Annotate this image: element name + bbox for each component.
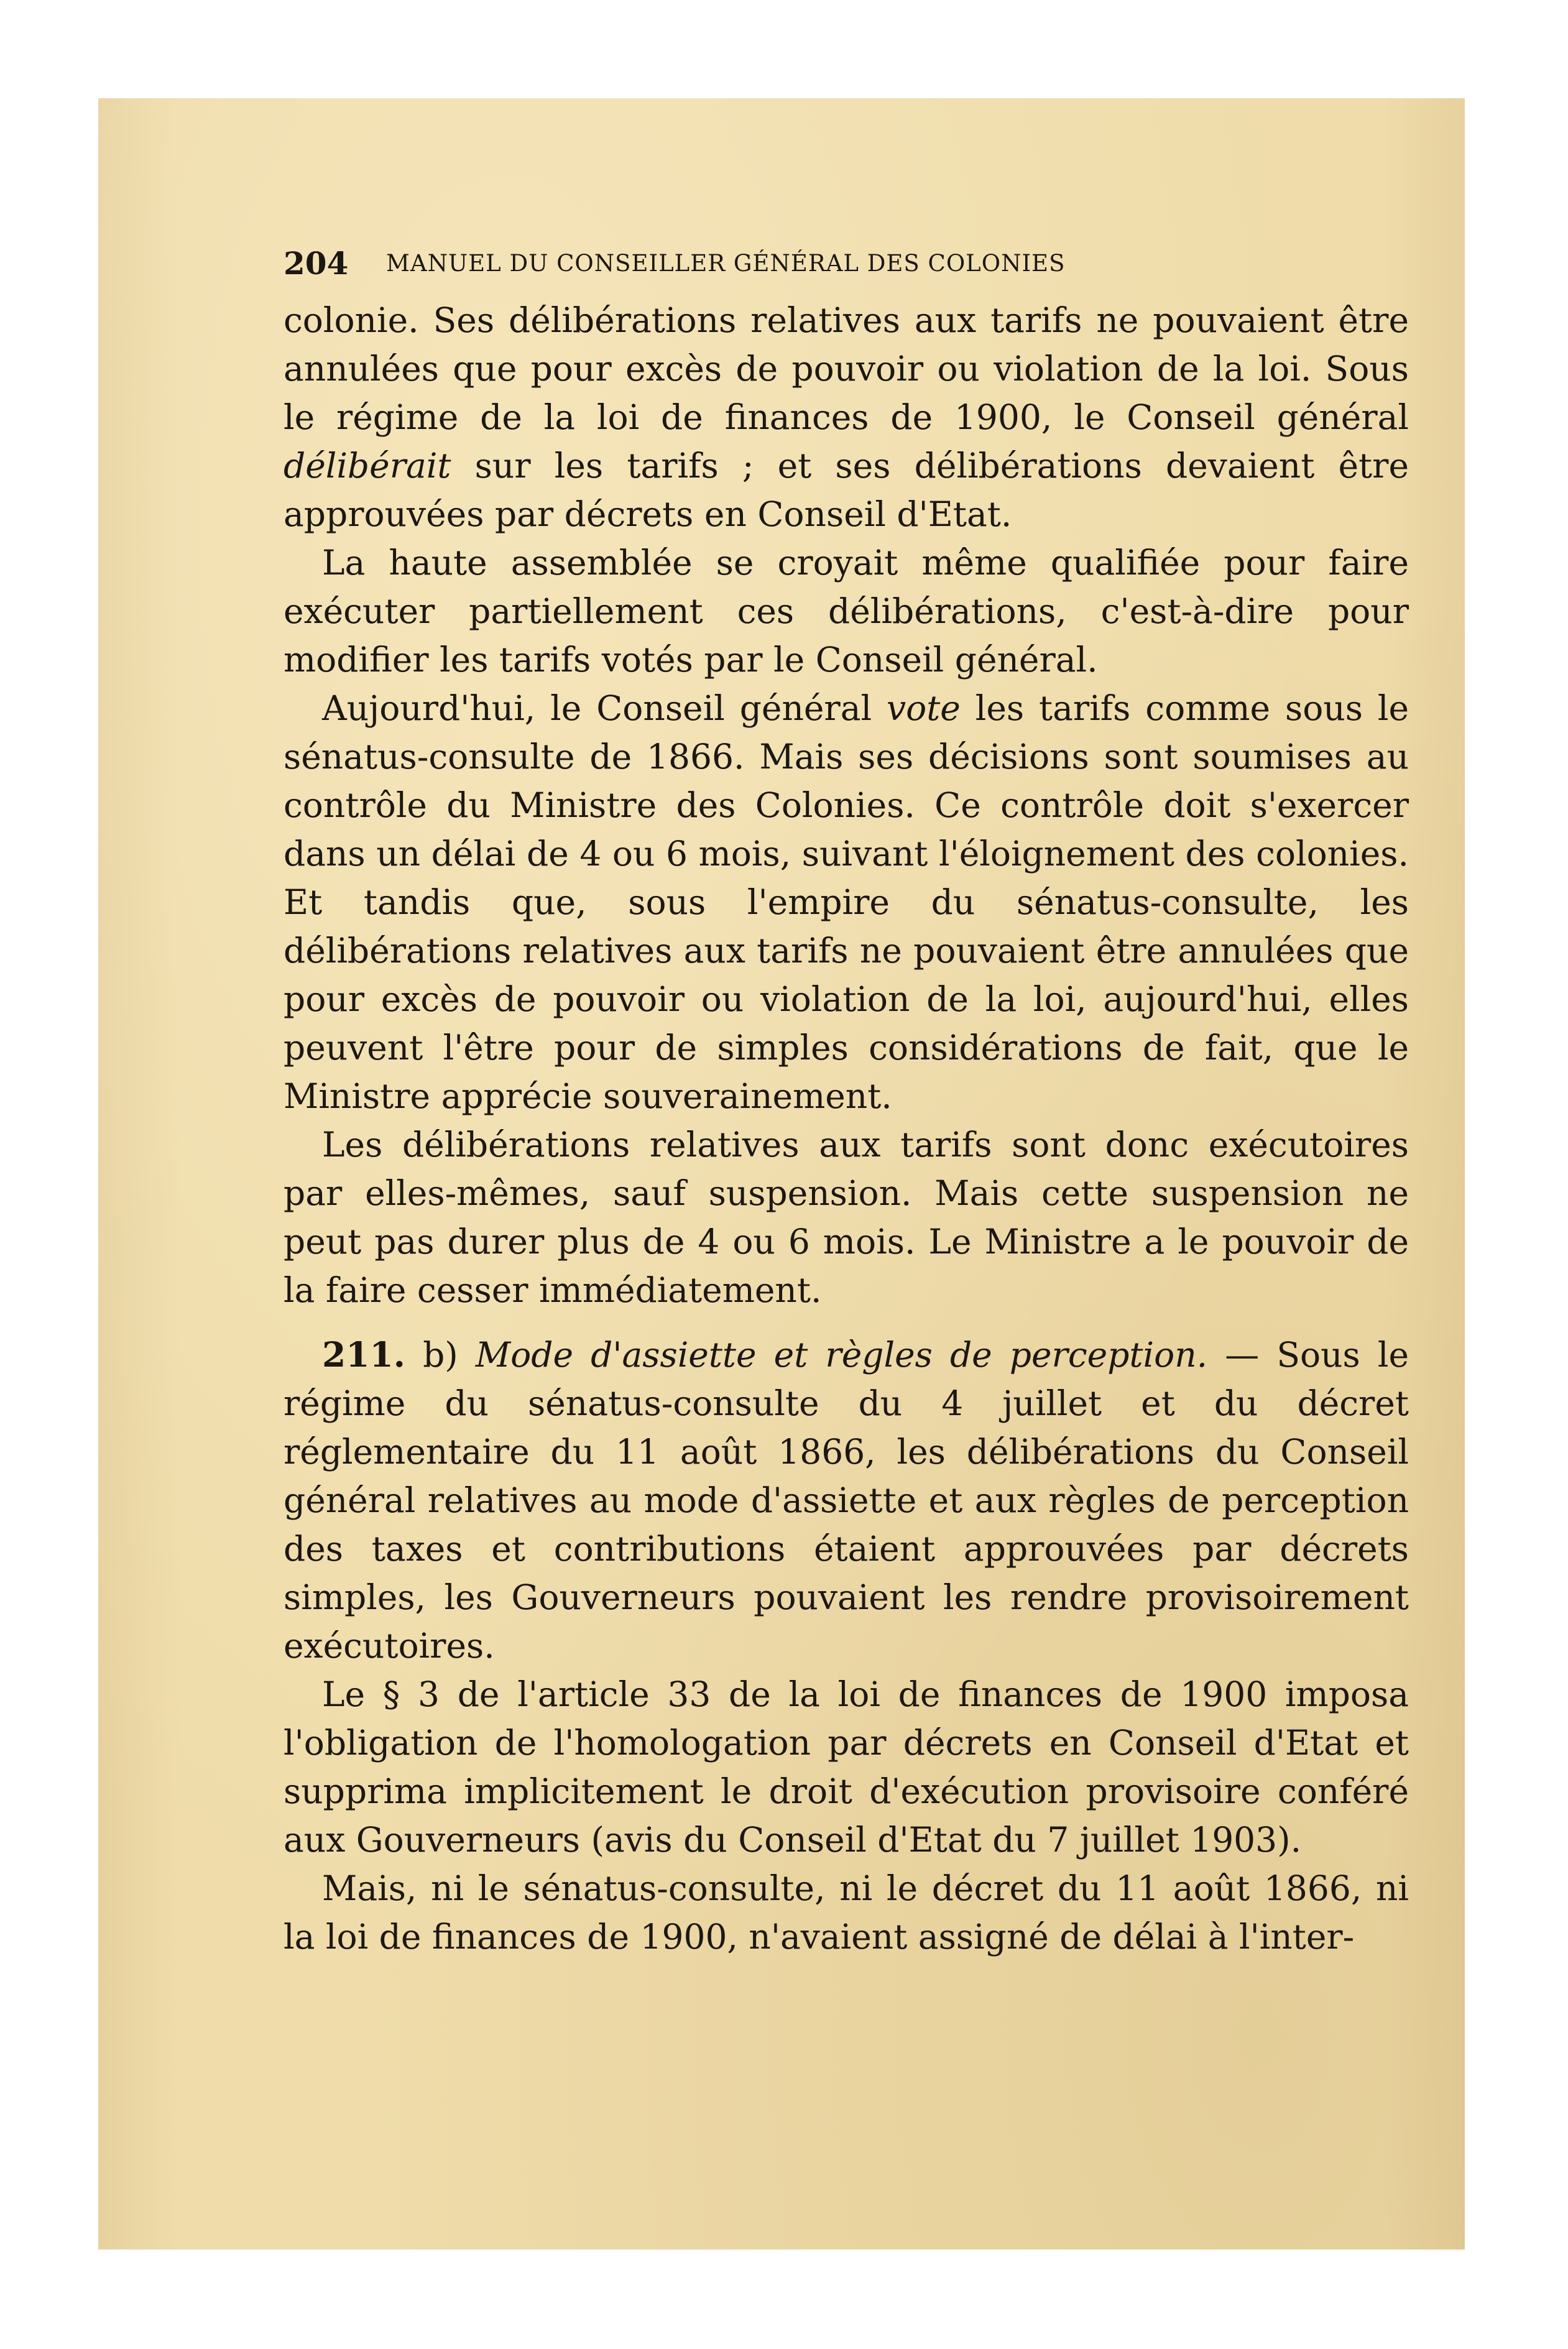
- paragraph: [284, 1670, 1409, 1864]
- paragraph-text: — Sous le régime du sénatus-consulte du 4 juillet et du décret réglementaire du 11 août 1866, les délibérations du Conseil général relatives au mode d'assiette et aux règles de perception des taxes et contributions étaient approuvées par décrets simples, les Gouverneurs pouvaient les rendre provisoirement exécutoires.: [284, 1335, 1409, 1666]
- paragraph-text: Le § 3 de l'article 33 de la loi de finances de 1900 imposa l'obligation de l'homologation par décrets en Conseil d'Etat et supprima implicitement le droit d'exécution provisoire conféré aux Gouverneurs (avis du Conseil d'Etat du 7 juillet 1903).: [284, 1674, 1409, 1860]
- paragraph-text: Aujourd'hui, le Conseil général: [322, 688, 887, 728]
- section-paragraph: [284, 1331, 1409, 1670]
- paragraph-text: sur les tarifs ; et ses délibérations devaient être approuvées par décrets en Conseil d'Etat.: [284, 446, 1409, 534]
- page-number: 204: [284, 245, 349, 282]
- paragraph: [284, 1864, 1409, 1961]
- paragraph: [284, 1120, 1409, 1314]
- body-text: [284, 296, 1409, 1961]
- paragraph-italic: vote: [887, 688, 961, 728]
- section-title: Mode d'assiette et règles de perception.: [475, 1335, 1208, 1375]
- section-number: 211.: [322, 1334, 405, 1375]
- paragraph-text: colonie. Ses délibérations relatives aux tarifs ne pouvaient être annulées que pour excès de pouvoir ou violation de la loi. Sous le régime de la loi de finances de 1900, le Conseil général: [284, 300, 1409, 437]
- book-page: [98, 98, 1465, 2250]
- paragraph-continued: [284, 296, 1409, 538]
- page-header: [284, 239, 1291, 288]
- paragraph-text: b): [405, 1335, 476, 1375]
- paragraph: [284, 684, 1409, 1120]
- paragraph-text: La haute assemblée se croyait même qualifiée pour faire exécuter partiellement ces délibérations, c'est-à-dire pour modifier les tarifs votés par le Conseil général.: [284, 543, 1409, 680]
- paragraph-text: Mais, ni le sénatus-consulte, ni le décret du 11 août 1866, ni la loi de finances de 1900, n'avaient assigné de délai à l'inter-: [284, 1868, 1409, 1957]
- running-head: MANUEL DU CONSEILLER GÉNÉRAL DES COLONIES: [386, 250, 1066, 277]
- paragraph-text: Les délibérations relatives aux tarifs sont donc exécutoires par elles-mêmes, sauf suspension. Mais cette suspension ne peut pas durer plus de 4 ou 6 mois. Le Ministre a le pouvoir de la faire cesser immédiatement.: [284, 1125, 1409, 1310]
- paragraph-italic: délibérait: [284, 446, 451, 486]
- paragraph-text: les tarifs comme sous le sénatus-consulte de 1866. Mais ses décisions sont soumises au contrôle du Ministre des Colonies. Ce contrôle doit s'exercer dans un délai de 4 ou 6 mois, suivant l'éloignement des colonies. Et tandis que, sous l'empire du sénatus-consulte, les délibérations relatives aux tarifs ne pouvaient être annulées que pour excès de pouvoir ou violation de la loi, aujourd'hui, elles peuvent l'être pour de simples considérations de fait, que le Ministre apprécie souverainement.: [284, 688, 1409, 1116]
- paragraph: [284, 538, 1409, 684]
